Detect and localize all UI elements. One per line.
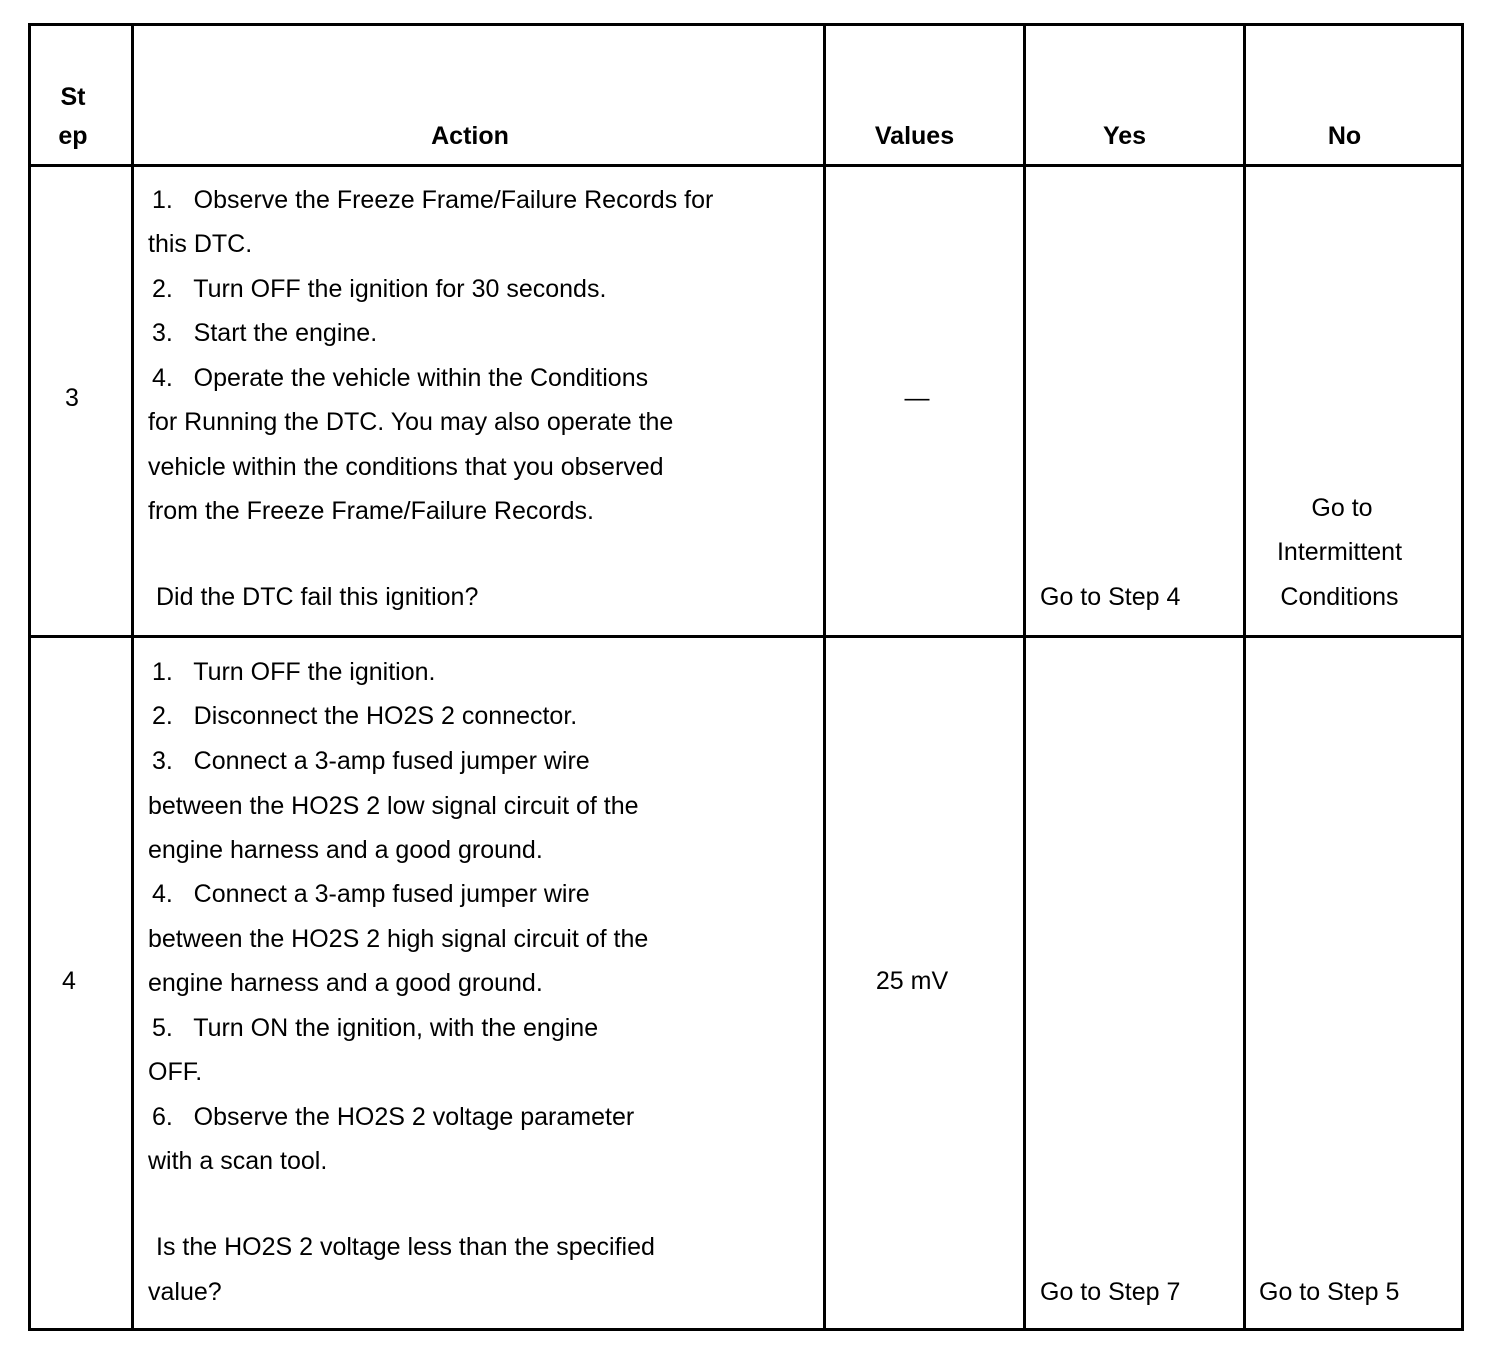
row-divider [31,164,1461,167]
row-4-value: 25 mV [875,967,949,995]
header-action: Action [431,122,509,150]
column-divider [1023,26,1026,1328]
row-divider [31,635,1461,638]
header-step-line1: St [60,83,86,111]
row-4-action-line: between the HO2S 2 high signal circuit of the [148,925,649,953]
row-4-action-line: 1. Turn OFF the ignition. [152,658,436,686]
row-4-action-line: 4. Connect a 3-amp fused jumper wire [152,880,590,908]
row-3-action-line: for Running the DTC. You may also operate the [148,408,674,436]
column-divider [823,26,826,1328]
row-3-action-line: 3. Start the engine. [152,319,378,347]
row-4-action-line: 6. Observe the HO2S 2 voltage parameter [152,1103,635,1131]
row-4-action-line: engine harness and a good ground. [148,969,543,997]
column-divider [131,26,134,1328]
row-3-yes: Go to Step 4 [1040,583,1181,611]
row-4-action-line: engine harness and a good ground. [148,836,543,864]
row-3-action-line: vehicle within the conditions that you observed [148,453,664,481]
row-4-question-line: Is the HO2S 2 voltage less than the specified [156,1233,655,1261]
row-3-step: 3 [65,384,79,412]
column-divider [1243,26,1246,1328]
row-3-action-line: 2. Turn OFF the ignition for 30 seconds. [152,275,607,303]
row-3-action-line: this DTC. [148,230,253,258]
header-step-line2: ep [58,122,88,150]
row-4-no: Go to Step 5 [1259,1278,1400,1306]
row-3-value: — [904,384,930,412]
header-yes: Yes [1102,122,1147,150]
row-3-no-line: Conditions [1280,583,1399,611]
row-4-action-line: 2. Disconnect the HO2S 2 connector. [152,702,578,730]
row-3-no-line: Go to [1311,494,1373,522]
row-3-no-line: Intermittent [1276,538,1403,566]
header-no: No [1327,122,1362,150]
row-4-action-line: OFF. [148,1058,203,1086]
row-4-action-line: 5. Turn ON the ignition, with the engine [152,1014,599,1042]
row-4-question-line: value? [148,1278,222,1306]
row-3-action-line: 1. Observe the Freeze Frame/Failure Records for [152,186,714,214]
row-3-action-line: from the Freeze Frame/Failure Records. [148,497,594,525]
row-4-action-line: 3. Connect a 3-amp fused jumper wire [152,747,590,775]
row-4-step: 4 [62,967,76,995]
header-values: Values [874,122,955,150]
row-4-action-line: with a scan tool. [148,1147,328,1175]
row-4-yes: Go to Step 7 [1040,1278,1181,1306]
row-4-action-line: between the HO2S 2 low signal circuit of the [148,792,639,820]
row-3-question: Did the DTC fail this ignition? [156,583,479,611]
row-3-action-line: 4. Operate the vehicle within the Conditions [152,364,649,392]
